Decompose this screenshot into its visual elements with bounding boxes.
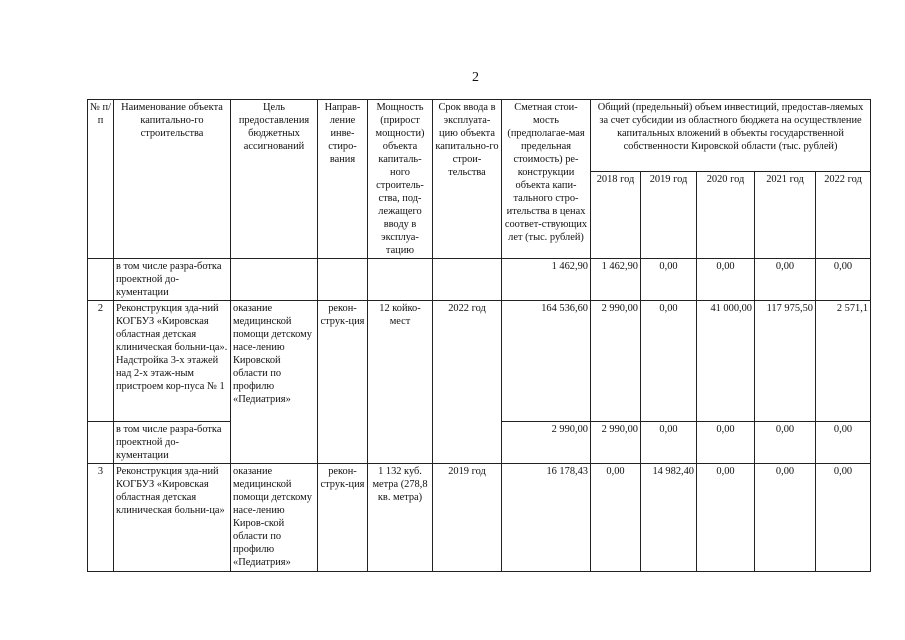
header-capacity: Мощность (прирост мощности) объекта капиталь-ного строитель-ства, под-лежащего вводу в эксплуа-тацию <box>368 100 433 259</box>
cell-year-value: 0,00 <box>755 422 816 464</box>
cell-year-value: 1 462,90 <box>591 259 641 301</box>
cell-year-value: 0,00 <box>697 464 755 572</box>
header-investment-volume: Общий (предельный) объем инвестиций, предостав-ляемых за счет субсидии из областного бюджета на осуществление капитальных вложений в объекты государственной собственности Кировской области (тыс. рублей) <box>591 100 871 172</box>
header-num: № п/п <box>88 100 114 259</box>
header-object-name: Наименование объекта капитально-го строительства <box>114 100 231 259</box>
cell-object-name: в том числе разра-ботка проектной до-кументации <box>114 259 231 301</box>
table-row <box>88 301 871 422</box>
header-estimate-cost: Сметная стои-мость (предполагае-мая предельная стоимость) ре-конструкции объекта капи-тального стро-ительства в ценах соответ-ствующих лет (тыс. рублей) <box>502 100 591 259</box>
cell-estimate: 16 178,43 <box>502 464 591 572</box>
header-row-1 <box>88 100 871 172</box>
cell-commission <box>433 259 502 301</box>
header-direction: Направ-ление инве-стиро-вания <box>318 100 368 259</box>
cell-year-value: 0,00 <box>816 259 871 301</box>
header-commission-date: Срок ввода в эксплуата-цию объекта капитально-го строи-тельства <box>433 100 502 259</box>
header-year: 2021 год <box>755 172 816 259</box>
cell-num <box>88 259 114 301</box>
cell-year-value: 0,00 <box>816 464 871 572</box>
cell-object-name: Реконструкция зда-ний КОГБУЗ «Кировская областная детская клиническая больни-ца» <box>114 464 231 572</box>
table-row <box>88 464 871 572</box>
cell-object-name: в том числе разра-ботка проектной до-кументации <box>114 422 231 464</box>
page-number: 2 <box>472 70 479 85</box>
cell-year-value: 14 982,40 <box>641 464 697 572</box>
cell-object-name: Реконструкция зда-ний КОГБУЗ «Кировская областная детская клиническая больни-ца». Надстройка 3-х этажей над 2-х этаж-ным пристроем кор-пуса № 1 <box>114 301 231 422</box>
cell-estimate: 2 990,00 <box>502 422 591 464</box>
cell-purpose: оказание медицинской помощи детскому насе-лению Кировской области по профилю «Педиатрия» <box>231 301 318 464</box>
cell-year-value: 0,00 <box>697 422 755 464</box>
cell-year-value: 2 990,00 <box>591 422 641 464</box>
cell-year-value: 2 571,1 <box>816 301 871 422</box>
cell-year-value: 0,00 <box>755 259 816 301</box>
cell-num <box>88 422 114 464</box>
cell-commission: 2022 год <box>433 301 502 464</box>
table-row <box>88 259 871 301</box>
cell-year-value: 41 000,00 <box>697 301 755 422</box>
cell-estimate: 1 462,90 <box>502 259 591 301</box>
cell-num: 2 <box>88 301 114 422</box>
cell-purpose: оказание медицинской помощи детскому насе-лению Киров-ской области по профилю «Педиатрия» <box>231 464 318 572</box>
cell-capacity: 1 132 куб. метра (278,8 кв. метра) <box>368 464 433 572</box>
header-year: 2020 год <box>697 172 755 259</box>
cell-direction: рекон-струк-ция <box>318 301 368 464</box>
cell-direction: рекон-струк-ция <box>318 464 368 572</box>
cell-year-value: 0,00 <box>591 464 641 572</box>
cell-year-value: 0,00 <box>641 422 697 464</box>
cell-year-value: 0,00 <box>697 259 755 301</box>
header-year: 2018 год <box>591 172 641 259</box>
cell-year-value: 0,00 <box>755 464 816 572</box>
cell-direction <box>318 259 368 301</box>
cell-commission: 2019 год <box>433 464 502 572</box>
header-year: 2022 год <box>816 172 871 259</box>
cell-num: 3 <box>88 464 114 572</box>
cell-purpose <box>231 259 318 301</box>
cell-year-value: 117 975,50 <box>755 301 816 422</box>
cell-year-value: 0,00 <box>641 259 697 301</box>
cell-year-value: 0,00 <box>641 301 697 422</box>
investment-table <box>87 99 871 572</box>
header-year: 2019 год <box>641 172 697 259</box>
cell-year-value: 2 990,00 <box>591 301 641 422</box>
cell-estimate: 164 536,60 <box>502 301 591 422</box>
header-purpose: Цель предоставления бюджетных ассигнований <box>231 100 318 259</box>
cell-capacity <box>368 259 433 301</box>
cell-year-value: 0,00 <box>816 422 871 464</box>
cell-capacity: 12 койко-мест <box>368 301 433 464</box>
